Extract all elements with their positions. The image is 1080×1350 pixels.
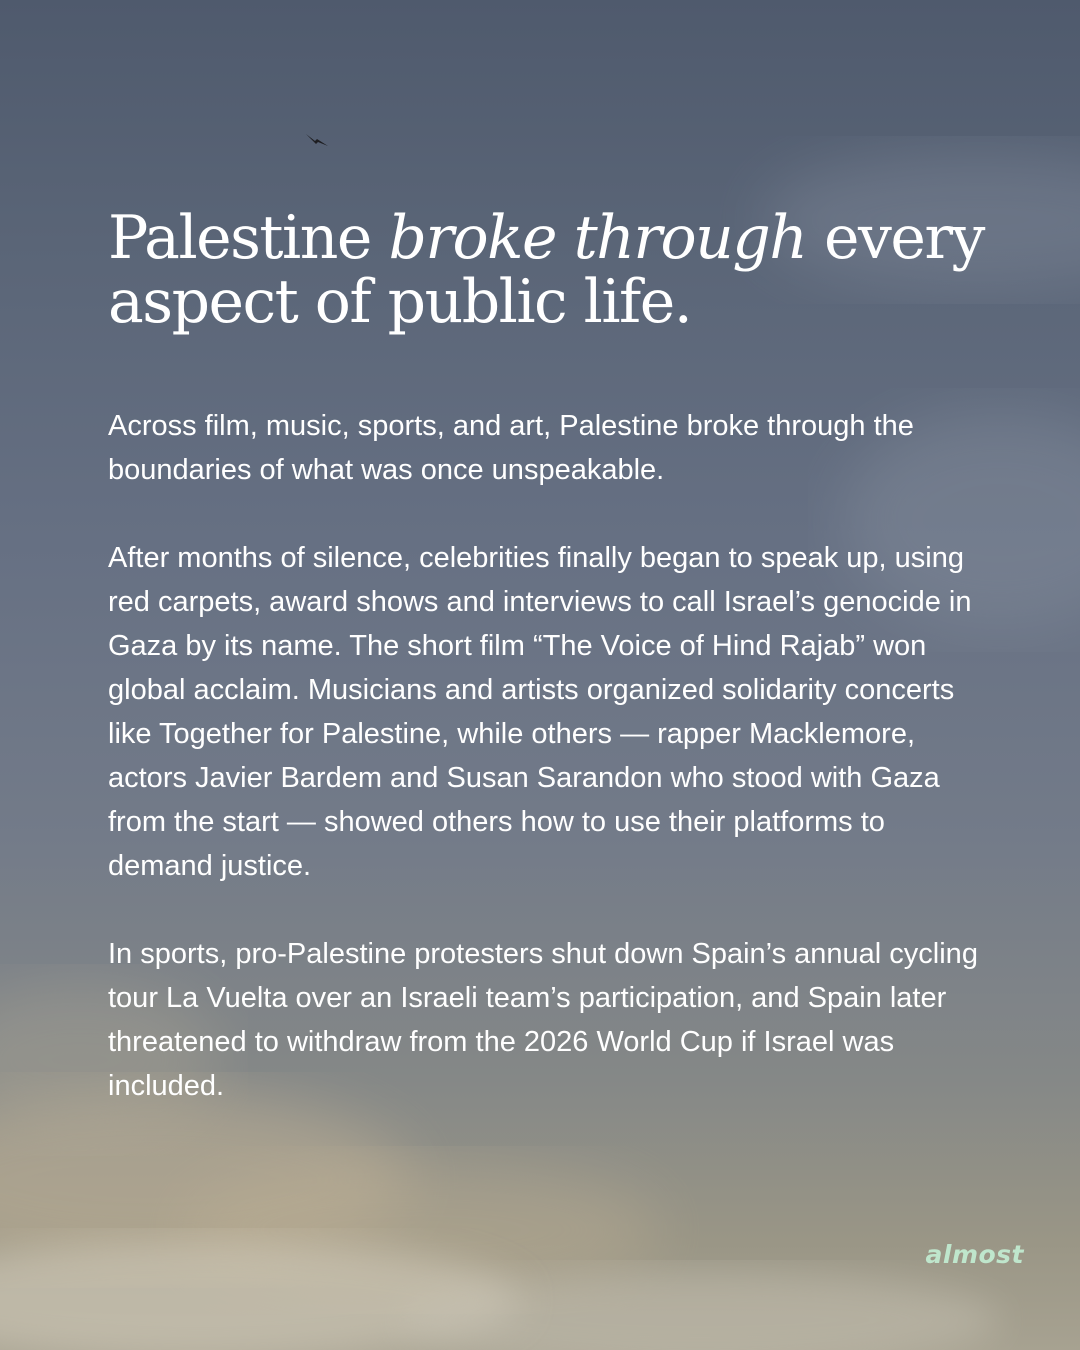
headline <box>108 203 1008 337</box>
paragraph-celebrities: After months of silence, celebrities finally began to speak up, using red carpets, award shows and interviews to call Israel’s genocide in Gaza by its name. The short film “The Voice of Hind Rajab” won global acclaim. Musicians and artists organized solidarity concerts like Together for Palestine, while others — rapper Macklemore, actors Javier Bardem and Susan Sarandon who stood with Gaza from the start — showed others how to use their platforms to demand justice. <box>108 542 972 882</box>
headline-part-2: every aspect of public life. <box>108 203 984 337</box>
headline-part-1: Palestine <box>108 203 389 273</box>
paragraph-intro: Across film, music, sports, and art, Palestine broke through the boundaries of what was once unspeakable. <box>108 410 914 486</box>
brand-logo: almost <box>925 1240 1024 1269</box>
bird-icon <box>304 132 330 150</box>
headline-emphasis: broke through <box>388 203 807 273</box>
body-text <box>108 404 988 1152</box>
paragraph-sports: In sports, pro-Palestine protesters shut down Spain’s annual cycling tour La Vuelta over an Israeli team’s participation, and Spain later threatened to withdraw from the 2026 World Cup if Israel was included. <box>108 938 978 1102</box>
